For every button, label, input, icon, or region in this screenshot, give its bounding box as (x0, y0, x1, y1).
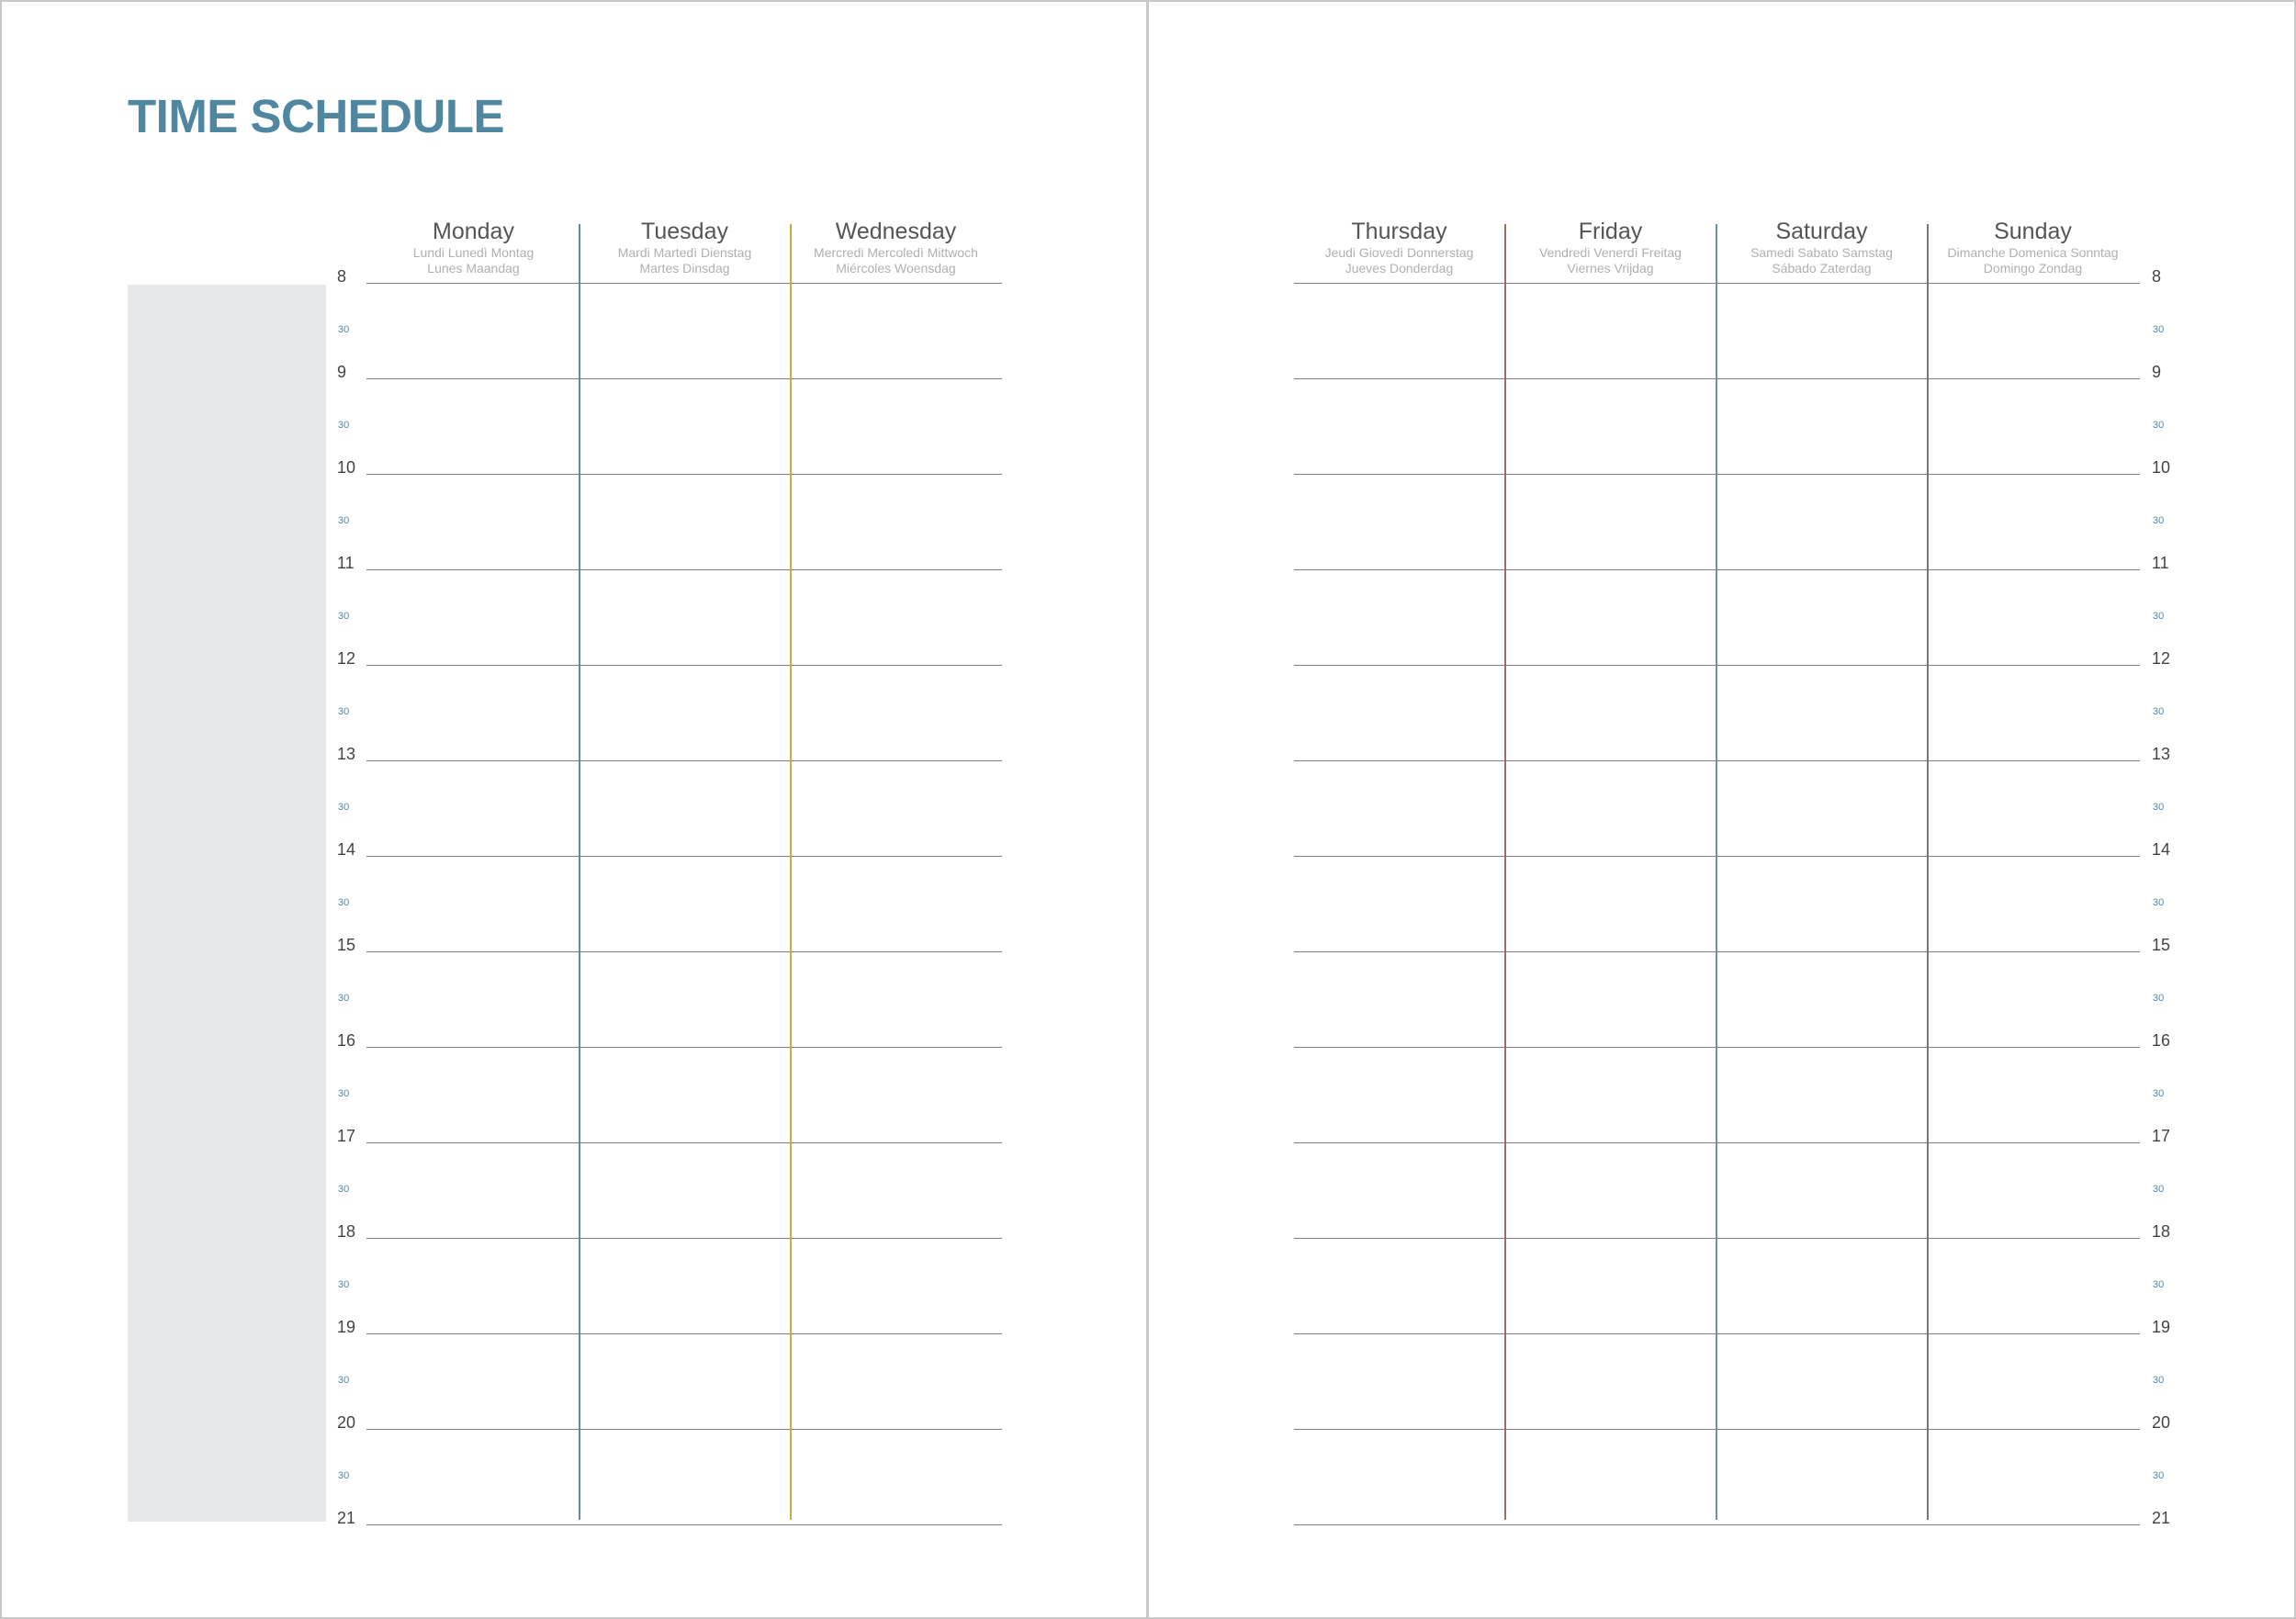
hour-line-right (1294, 1524, 2140, 1525)
half-hour-label-right: 30 (2153, 993, 2165, 1004)
hour-label-left: 14 (337, 840, 356, 859)
day-header-saturday (1716, 219, 1928, 276)
hour-label-right: 16 (2152, 1031, 2171, 1050)
hour-label-right: 10 (2152, 458, 2171, 477)
day-translations: Vendredi Venerdì Freitag (1539, 245, 1682, 260)
half-hour-label-right: 30 (2153, 897, 2165, 908)
hour-line-left (366, 1429, 1002, 1430)
half-hour-label-left: 30 (338, 611, 350, 622)
hour-line-left (366, 951, 1002, 952)
hour-line-left (366, 665, 1002, 666)
hour-label-right: 9 (2152, 363, 2162, 381)
hour-label-right: 17 (2152, 1127, 2171, 1145)
hour-label-left: 9 (337, 363, 347, 381)
hour-label-left: 17 (337, 1127, 356, 1145)
day-name: Monday (433, 219, 514, 244)
half-hour-label-right: 30 (2153, 802, 2165, 813)
day-translations: Lunes Maandag (427, 261, 520, 275)
hour-line-left (366, 569, 1002, 570)
day-header-friday (1504, 219, 1716, 276)
hour-label-right: 11 (2152, 554, 2169, 572)
half-hour-label-left: 30 (338, 897, 350, 908)
half-hour-label-left: 30 (338, 1088, 350, 1099)
divider-wednesday (790, 224, 792, 1520)
day-header-wednesday (790, 219, 1002, 276)
half-hour-label-right: 30 (2153, 611, 2165, 622)
divider-sunday (1927, 224, 1929, 1520)
half-hour-label-right: 30 (2153, 706, 2165, 717)
hour-line-left (366, 378, 1002, 379)
hour-label-right: 15 (2152, 936, 2171, 954)
half-hour-label-left: 30 (338, 706, 350, 717)
day-translations: Lundi Lunedì Montag (412, 245, 535, 260)
hour-line-left (366, 760, 1002, 761)
half-hour-label-right: 30 (2153, 1470, 2165, 1481)
day-translations: Jeudi Giovedì Donnerstag (1324, 245, 1474, 260)
hour-label-left: 10 (337, 458, 356, 477)
hour-label-right: 14 (2152, 840, 2171, 859)
hour-label-left: 8 (337, 267, 347, 286)
divider-friday (1504, 224, 1506, 1520)
hour-label-left: 20 (337, 1413, 356, 1432)
half-hour-label-left: 30 (338, 515, 350, 526)
hour-line-left (366, 1524, 1002, 1525)
day-name: Thursday (1351, 219, 1447, 244)
hour-label-left: 13 (337, 745, 356, 763)
half-hour-label-left: 30 (338, 1279, 350, 1290)
day-name: Tuesday (641, 219, 728, 244)
hour-label-left: 11 (337, 554, 355, 572)
day-translations: Viernes Vrijdag (1567, 261, 1654, 275)
hour-label-right: 21 (2152, 1509, 2171, 1527)
hour-label-left: 19 (337, 1318, 356, 1336)
hour-label-right: 13 (2152, 745, 2171, 763)
hour-label-right: 8 (2152, 267, 2162, 286)
half-hour-label-left: 30 (338, 1184, 350, 1195)
hour-line-left (366, 856, 1002, 857)
hour-label-left: 16 (337, 1031, 356, 1050)
half-hour-label-left: 30 (338, 420, 350, 431)
half-hour-label-right: 30 (2153, 1375, 2165, 1386)
hour-label-right: 12 (2152, 649, 2171, 668)
hour-line-left (366, 1238, 1002, 1239)
day-name: Saturday (1775, 219, 1868, 244)
half-hour-label-right: 30 (2153, 420, 2165, 431)
day-name: Wednesday (835, 219, 957, 244)
day-header-monday (367, 219, 580, 276)
half-hour-label-right: 30 (2153, 515, 2165, 526)
day-translations: Samedi Sabato Samstag (1750, 245, 1893, 260)
day-translations: Mardi Martedì Dienstag (617, 245, 752, 260)
hour-label-right: 19 (2152, 1318, 2171, 1336)
half-hour-label-left: 30 (338, 993, 350, 1004)
day-name: Sunday (1994, 219, 2072, 244)
day-translations: Jueves Donderdag (1345, 261, 1454, 275)
hour-label-left: 12 (337, 649, 356, 668)
day-translations: Miércoles Woensdag (836, 261, 956, 275)
half-hour-label-left: 30 (338, 1375, 350, 1386)
half-hour-label-left: 30 (338, 324, 350, 335)
page-title: TIME SCHEDULE (128, 90, 505, 142)
day-header-tuesday (579, 219, 791, 276)
half-hour-label-right: 30 (2153, 324, 2165, 335)
day-name: Friday (1578, 219, 1643, 244)
hour-label-left: 15 (337, 936, 356, 954)
day-translations: Martes Dinsdag (639, 261, 730, 275)
hour-label-left: 21 (337, 1509, 356, 1527)
half-hour-label-left: 30 (338, 1470, 350, 1481)
half-hour-label-left: 30 (338, 802, 350, 813)
day-header-sunday (1927, 219, 2139, 276)
hour-label-right: 18 (2152, 1222, 2171, 1241)
divider-saturday (1716, 224, 1717, 1520)
hour-line-left (366, 1047, 1002, 1048)
hour-line-left (366, 474, 1002, 475)
half-hour-label-right: 30 (2153, 1184, 2165, 1195)
hour-label-left: 18 (337, 1222, 356, 1241)
half-hour-label-right: 30 (2153, 1279, 2165, 1290)
hour-line-left (366, 283, 1002, 284)
hour-line-left (366, 1333, 1002, 1334)
divider-tuesday (579, 224, 580, 1520)
hour-label-right: 20 (2152, 1413, 2171, 1432)
day-translations: Sábado Zaterdag (1772, 261, 1872, 275)
day-translations: Dimanche Domenica Sonntag (1947, 245, 2119, 260)
day-translations: Mercredi Mercoledì Mittwoch (814, 245, 978, 260)
hour-line-left (366, 1142, 1002, 1143)
day-header-thursday (1293, 219, 1505, 276)
notes-panel (128, 285, 326, 1522)
half-hour-label-right: 30 (2153, 1088, 2165, 1099)
day-translations: Domingo Zondag (1983, 261, 2083, 275)
